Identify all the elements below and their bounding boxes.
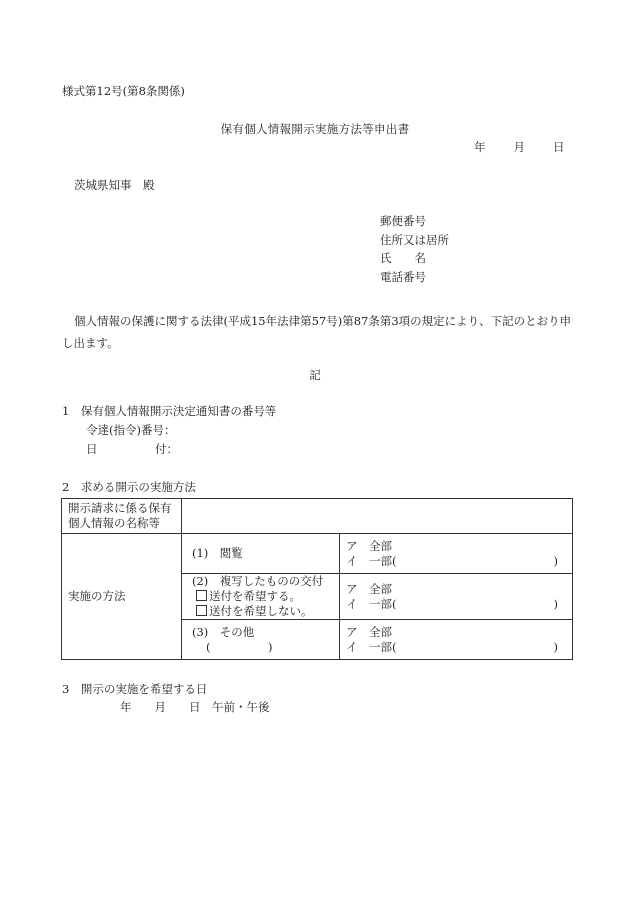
send-no-checkbox[interactable] (196, 605, 207, 616)
info-name-field[interactable] (182, 499, 573, 534)
month-label: 月 (513, 140, 525, 154)
section2-title: 2 求める開示の実施方法 (62, 480, 196, 494)
method-1-options[interactable] (340, 534, 573, 574)
method-3-title: (3) その他 (192, 624, 255, 639)
addressee: 茨城県知事 殿 (74, 178, 155, 192)
option-all[interactable]: ア 全部 (346, 538, 392, 553)
option-close: ) (553, 639, 558, 654)
send-no[interactable] (192, 604, 339, 619)
section3-title: 3 開示の実施を希望する日 (62, 682, 208, 696)
send-yes-label: 送付を希望する。 (209, 589, 301, 603)
form-number: 様式第12号(第8条関係) (62, 84, 185, 98)
option-part[interactable]: イ 一部( (346, 553, 397, 568)
send-no-label: 送付を希望しない。 (209, 604, 313, 618)
method-3-cell (182, 620, 340, 660)
method-1-title: (1) 閲覧 (182, 534, 340, 574)
name-label: 氏 名 (380, 251, 426, 265)
address-label: 住所又は居所 (380, 232, 449, 247)
info-name-label: 開示請求に係る保有個人情報の名称等 (62, 499, 182, 534)
option-all[interactable]: ア 全部 (346, 624, 392, 639)
method-table (61, 498, 573, 660)
desired-date: 年 月 日 午前・午後 (120, 700, 270, 714)
day-label: 日 (553, 140, 565, 154)
option-part[interactable]: イ 一部( (346, 639, 397, 654)
option-part[interactable]: イ 一部( (346, 596, 397, 611)
method-2-options[interactable] (340, 574, 573, 620)
section1-title: 1 保有個人情報開示決定通知書の番号等 (62, 404, 277, 418)
option-close: ) (553, 553, 558, 568)
page-title: 保有個人情報開示実施方法等申出書 (220, 122, 410, 136)
year-label: 年 (474, 140, 486, 154)
method-2-cell (182, 574, 340, 620)
method-label: 実施の方法 (62, 534, 182, 660)
notice-number-label: 令達(指令)番号： (86, 423, 176, 437)
option-all[interactable]: ア 全部 (346, 581, 392, 596)
method-2-title: (2) 複写したものの交付 (192, 574, 324, 588)
phone-label: 電話番号 (380, 269, 426, 284)
notice-date-label: 日 付： (86, 442, 178, 456)
method-3-paren[interactable]: ( ) (206, 639, 273, 654)
applicant-fields (380, 216, 449, 290)
date-line (474, 142, 565, 154)
postal-code-label: 郵便番号 (380, 214, 426, 228)
send-yes[interactable] (192, 589, 339, 604)
ki-heading: 記 (309, 368, 321, 382)
method-3-options[interactable] (340, 620, 573, 660)
body-text: 個人情報の保護に関する法律(平成15年法律第57号)第87条第3項の規定により、下記のとおり申し出ます。 (62, 314, 572, 350)
send-yes-checkbox[interactable] (196, 590, 207, 601)
option-close: ) (553, 596, 558, 611)
